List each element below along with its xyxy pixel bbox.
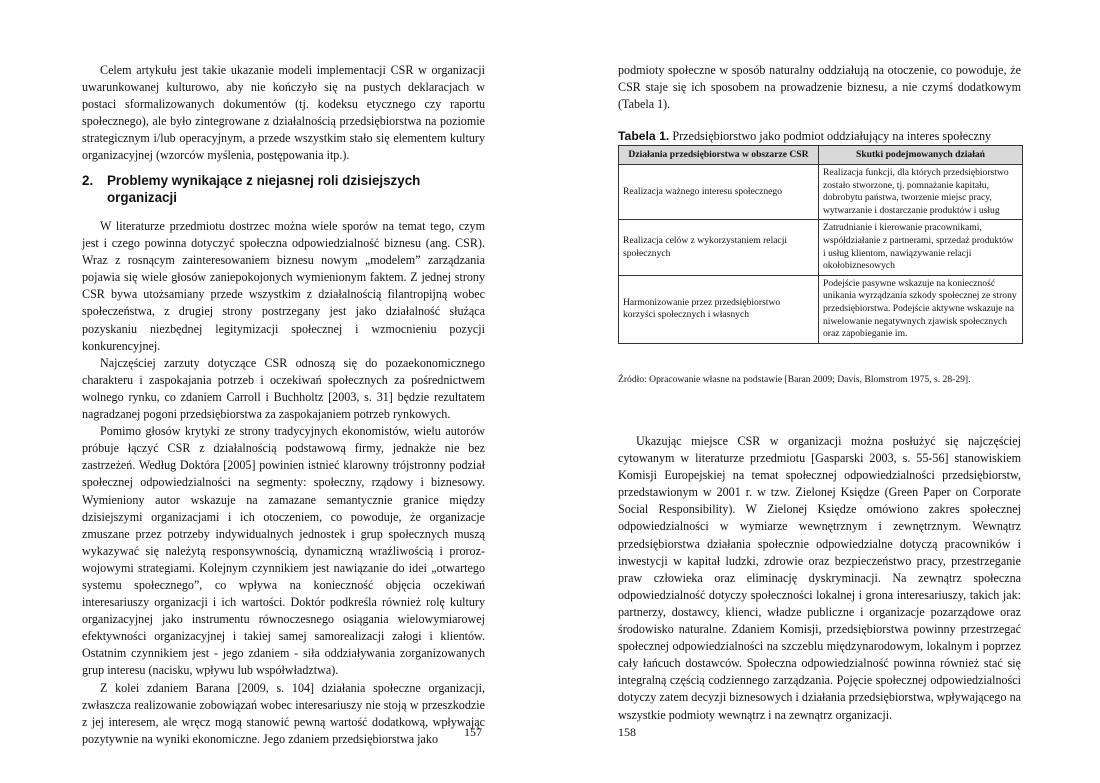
section-number: 2.	[82, 173, 94, 188]
column-header: Działania przedsiębiorstwa w obszarze CSR	[619, 146, 819, 165]
section-title: Problemy wynikające z niejasnej roli dzisiejszych organizacji	[107, 173, 421, 205]
paragraph: W literaturze przedmiotu dostrzec można wiele sporów na temat tego, czym jest i czego powinna dotyczyć społeczna odpowiedzialność biznesu (ang. CSR). Wraz z rosnącym zainteresowaniem biznesu nowym „modelem” zarządzania pojawia się wiele głosów zaniepokojonych wymienionym faktem. Z jednej strony CSR bywa utożsamiany przede wszystkim z działalnością filantropijną wobec społeczeństwa, z drugiej strony postrzegany jest jako działalność służąca pozyskaniu niezbędnej legitymizacji społecznej i wzmocnieniu pozycji konkurencyjnej.	[82, 219, 485, 353]
page-number: 157	[464, 725, 482, 739]
paragraph: Najczęściej zarzuty dotyczące CSR odnoszą się do pozaekonomicznego charakteru i zaspokajania potrzeb i oczekiwań społecznych za pośrednictwem wolnego rynku, co zdaniem Carroll i Buchholtz [2003, s. 31] będzie rezultatem nagradzanej pogoni przedsiębiorstwa za zaspokajaniem potrzeb rynkowych.	[82, 355, 485, 422]
section-body	[82, 218, 485, 748]
table-cell-effect: Realizacja funkcji, dla których przedsiębiorstwo zostało stworzone, tj. pomnażanie kapitału, dobrobytu państwa, tworzenie miejsc pracy, wytwarzanie i dostarczanie produktów i usług	[819, 165, 1023, 220]
paragraph: podmioty społeczne w sposób naturalny oddziałują na otoczenie, co powoduje, że CSR staje się ich sposobem na prowadzenie biznesu, a nie czymś dodatkowym (Tabela 1).	[618, 63, 1021, 112]
page-number: 158	[618, 725, 636, 739]
intro-paragraph	[82, 62, 485, 165]
table-row	[619, 275, 1023, 343]
paragraph: Pomimo głosów krytyki ze strony tradycyjnych ekonomistów, wielu autorów próbuje łączyć CSR z działalnością podstawową firmy, jednakże nie bez zastrzeżeń. Według Doktóra [2005] powinien istnieć klarowny trójstronny podział społecznej odpowiedzialności na segmenty: społeczny, rządowy i biznesowy. Wymieniony autor wskazuje na zamazane semantycznie granice między dzisiejszymi organizacjami i ich otoczeniem, co powoduje, że organizacje zmuszane przez potrzeby indywidualnych jednostek i grup społecznych muszą wykazywać się należytą responsywnością, dynamiczną wrażliwością i prorozwojowymi strategiami. Kolejnym czynnikiem jest nawiązanie do idei „otwartego systemu społecznego”, co wpływa na konieczność objęcia oczekiwań interesariuszy organizacji i ich wartości. Doktór podkreśla również rolę kultury organizacyjnej jako instrumentu równoczesnego osiągania wielowymiarowej efektywności organizacyjnej i takiej samej samorealizacji załogi i klientów. Ostatnim czynnikiem jest - jego zdaniem - siła oddziaływania zorganizowanych grup interesu (nacisku, wpływu lub współwładztwa).	[82, 424, 485, 678]
paragraph: Ukazując miejsce CSR w organizacji można posłużyć się najczęściej cytowanym w literaturze przedmiotu [Gasparski 2003, s. 55-56] stanowiskiem Komisji Europejskiej na temat społecznej odpowiedzialności przedsiębiorstw, przedstawionym w 2001 r. w tzw. Zielonej Księdze (Green Paper on Corporate Social Responsibility). W Zielonej Księdze omówiono zakres społecznej odpowiedzialności w wymiarze wewnętrznym i zewnętrznym. Wewnątrz przedsiębiorstwa działania społecznie odpowiedzialne dotyczą pracowników i inwestycji w kapitał ludzki, zdrowie oraz bezpieczeństwo pracy, przestrzeganie praw człowieka oraz eliminację dyskryminacji. Na zewnątrz społeczna odpowiedzialność dotyczy społeczności lokalnej i grona interesariuszy, takich jak: partnerzy, dostawcy, klienci, władze publiczne i organizacje pozarządowe oraz środowisko naturalne. Zdaniem Komisji, przedsiębiorstwa powinny przestrzegać społecznej odpowiedzialności na szczeblu międzynarodowym, lokalnym i poprzez cały łańcuch dostawców. Społeczna odpowiedzialność powinna również stać się integralną częścią codziennego zarządzania. Pojęcie społecznej odpowiedzialności dotyczy zatem decyzji biznesowych i działania przedsiębiorstwa, wpływającego na wszystkie podmioty wewnątrz i na zewnątrz organizacji.	[618, 434, 1021, 722]
body-text	[618, 433, 1021, 724]
section-heading	[82, 172, 447, 206]
csr-table	[618, 145, 1023, 344]
table-cell-action: Realizacja ważnego interesu społecznego	[619, 165, 819, 220]
table-caption-text: Przedsiębiorstwo jako podmiot oddziałujący na interes społeczny	[669, 129, 992, 143]
table-source-note: Źródło: Opracowanie własne na podstawie [Baran 2009; Davis, Blomstrom 1975, s. 28-29].	[618, 374, 971, 385]
table-cell-action: Realizacja celów z wykorzystaniem relacji społecznych	[619, 220, 819, 275]
table-cell-action: Harmonizowanie przez przedsiębiorstwo korzyści społecznych i własnych	[619, 275, 819, 343]
table-caption-label: Tabela 1.	[618, 129, 670, 143]
intro-paragraph	[618, 62, 1021, 113]
table-cell-effect: Podejście pasywne wskazuje na konieczność unikania wyrządzania szkody społecznej ze strony przedsiębiorstwa. Podejście aktywne wskazuje na niwelowanie negatywnych zjawisk społecznych oraz zapobieganie im.	[819, 275, 1023, 343]
paragraph: Z kolei zdaniem Barana [2009, s. 104] działania społeczne organizacji, zwłaszcza realizowanie zobowiązań wobec interesariuszy nie stoją w przeszkodzie z jej interesem, ale wręcz mogą stanowić pewną wartość dodatkową, wpływając pozytywnie na wyniki ekonomiczne. Jego zdaniem przedsiębiorstwa jako	[82, 680, 485, 746]
column-header: Skutki podejmowanych działań	[819, 146, 1023, 165]
paragraph: Celem artykułu jest takie ukazanie modeli implementacji CSR w organizacji uwarunkowanej kulturowo, aby nie kończyło się na pustych deklaracjach w postaci sformalizowanych dokumentów (tj. kodeksu etycznego czy raportu społecznego), ale było zintegrowane z działalnością przedsiębiorstwa na poziomie strategicznym i/lub operacyjnym, a przede wszystkim stało się elementem kultury organizacyjnej (wzorców myślenia, postępowania itp.).	[82, 63, 485, 163]
table-row	[619, 165, 1023, 220]
table-caption	[618, 128, 1038, 144]
right-page	[550, 0, 1100, 783]
table-cell-effect: Zatrudnianie i kierowanie pracownikami, współdziałanie z partnerami, sprzedaż produktów i usług klientom, nawiązywanie relacji okołobiznesowych	[819, 220, 1023, 275]
table-header-row	[619, 146, 1023, 165]
table-row	[619, 220, 1023, 275]
